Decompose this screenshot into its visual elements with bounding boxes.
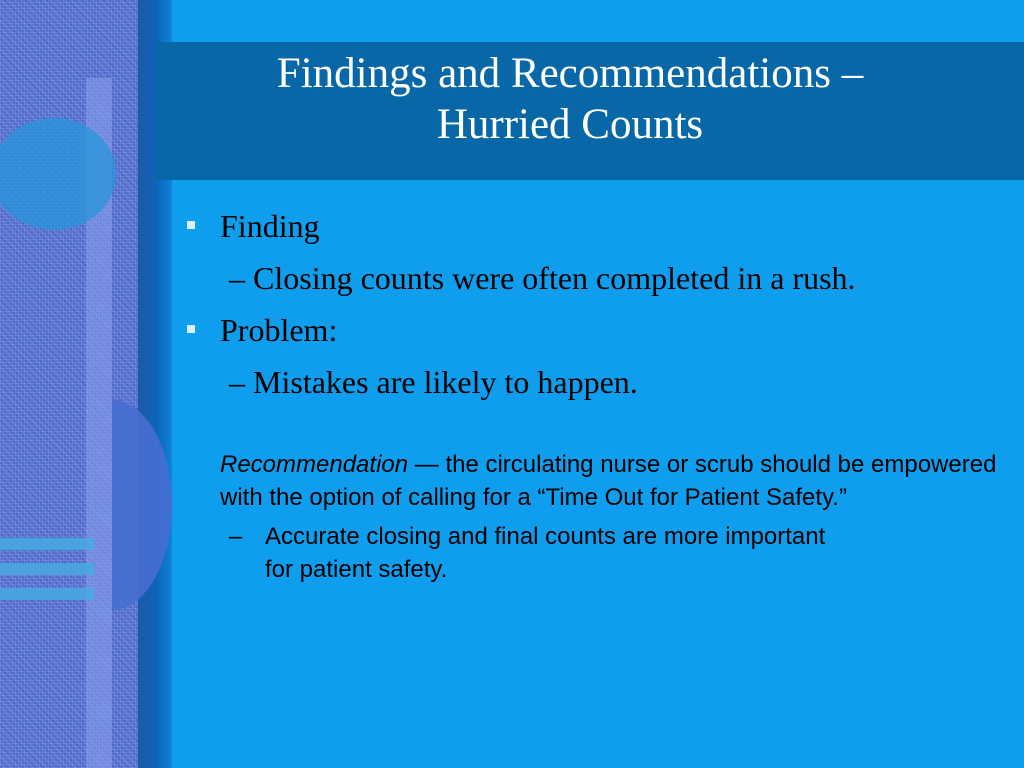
recommendation-sub-dash: – — [229, 523, 243, 550]
slide-title-line1: Findings and Recommendations – — [276, 50, 864, 97]
slide-content — [183, 200, 1018, 586]
recommendation-sub-bullet — [183, 520, 955, 586]
recommendation-lead: Recommendation — [220, 451, 409, 478]
recommendation-sub-line2: for patient safety. — [265, 556, 448, 583]
slide-title-line2: Hurried Counts — [436, 101, 704, 149]
recommendation-sub-line1: Accurate closing and final counts are more important — [265, 523, 826, 550]
recommendation-text: — the circulating nurse or scrub should be empowered with the option of calling for a “Time Out for Patient Safety.” — [220, 451, 997, 511]
slide-title — [155, 48, 985, 150]
decorative-side-strip — [0, 0, 138, 768]
sub-bullet-problem: – Mistakes are likely to happen. — [229, 364, 638, 400]
bullet-label: Finding — [220, 208, 320, 244]
square-bullet-icon — [187, 221, 195, 229]
decorative-bars — [0, 538, 94, 613]
sub-bullet-finding: – Closing counts were often completed in a rush. — [229, 260, 856, 296]
bullet-finding — [183, 200, 1018, 252]
square-bullet-icon — [187, 325, 195, 333]
bullet-problem — [183, 304, 1018, 356]
bullet-label: Problem: — [220, 312, 338, 348]
decorative-bar — [0, 538, 94, 550]
spacer — [183, 408, 1018, 448]
recommendation-paragraph — [183, 448, 1010, 514]
decorative-bar — [0, 563, 94, 575]
decorative-bar — [0, 588, 94, 600]
